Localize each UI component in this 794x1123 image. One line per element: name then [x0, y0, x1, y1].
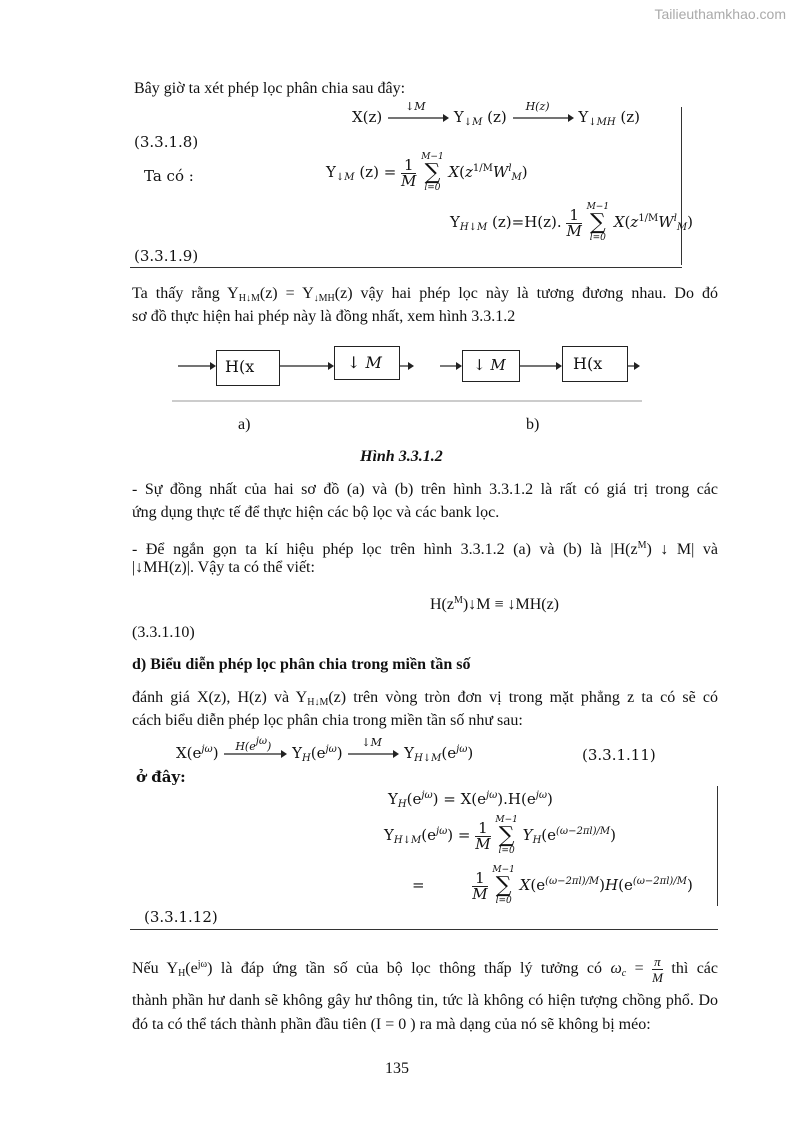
section-d-heading: d) Biểu diễn phép lọc phân chia trong miền tần số: [132, 656, 471, 673]
downsample-block-a: ↓ M: [334, 346, 400, 380]
identity-label: (3.3.1.10): [132, 624, 195, 641]
arrow-label-dm: ↓M: [405, 100, 426, 113]
figure-caption: Hình 3.3.1.2: [360, 448, 443, 465]
identity-formula: $H(z^M)↓M$ ≡ ↓MH(z): [430, 595, 560, 613]
last-paragraph-line1: Nếu $Y_H(e^{j\omega})$ là đáp ứng tần số của bộ lọc thông thấp lý tưởng có $\omega_c$ = $\frac{\pi}{M}$ thì các: [132, 954, 719, 985]
frequency-intro-line1: đánh giá X(z), H(z) và $Y_{H↓M}(z)$ trên vòng tròn đơn vị trong mặt phẳng z ta có sẽ có: [132, 689, 718, 708]
downsample-block-b: ↓ M: [462, 350, 520, 382]
equation-block-2-right-border: [717, 786, 718, 906]
intro-text: Bây giờ ta xét phép lọc phân chia sau đây:: [134, 80, 406, 97]
bullet-1-line2: ứng dụng thực tế để thực hiện các bộ lọc và các bank lọc.: [132, 504, 500, 521]
arrow-icon: [387, 110, 449, 124]
equation-label-3-3-1-8: (3.3.1.8): [134, 133, 199, 151]
last-paragraph-line2: thành phần hư danh sẽ không gây hư thông tin, tức là không có hiện tượng chồng phổ. Do: [132, 992, 718, 1009]
equation-block-bottom-border: [130, 267, 682, 268]
equation-block-1: [130, 100, 694, 268]
equation-y-h: $Y_H(e^{j\omega}) = X(e^{j\omega}).H(e^{j\omega})$: [388, 790, 553, 810]
o-day-label: ở đây:: [136, 768, 186, 786]
page-number: 135: [385, 1060, 409, 1077]
equation-label-3-3-1-11: (3.3.1.11): [582, 746, 656, 764]
frequency-intro-line2: cách biểu diễn phép lọc phân chia trong miền tần số như sau:: [132, 712, 523, 729]
equation-block-2: [130, 738, 718, 930]
arrow-icon: [223, 746, 287, 760]
equivalence-paragraph-line2: sơ đồ thực hiện hai phép này là đồng nhất, xem hình 3.3.1.2: [132, 308, 516, 325]
equation-y-h-down-m: $Y_{H↓M}$ (z)=H(z). $\frac{1}{M}$ M−1 ∑ l=0 $X(z^{1/M}W^l_M)$: [450, 202, 694, 243]
figure-3-3-1-2: [172, 340, 642, 402]
ta-co-label: Ta có :: [144, 167, 194, 185]
arrow-icon: [347, 746, 399, 760]
equation-y-h-down-m-freq: $Y_{H↓M}(e^{j\omega})$ = $\frac{1}{M}$ M−1 ∑ l=0 $Y_H(e^{(\omega-2\pi l)/M})$: [384, 815, 616, 856]
filter-block-b: H(x: [562, 346, 628, 382]
bullet-1-line1: - Sự đồng nhất của hai sơ đồ (a) và (b) trên hình 3.3.1.2 là rất có giá trị trong các: [132, 481, 718, 498]
arrow-label-h: H(ejω): [235, 736, 272, 753]
equivalence-paragraph-line1: Ta thấy rằng $Y_{H↓M}(z) = Y_{↓MH}(z)$ vậy hai phép lọc này là tương đương nhau. Do đó: [132, 285, 719, 304]
figure-label-a: a): [238, 416, 251, 433]
equation-label-3-3-1-12: (3.3.1.12): [144, 908, 218, 926]
arrow-label-dm: ↓M: [361, 736, 382, 749]
figure-label-b: b): [526, 416, 540, 433]
frequency-chain: $X(e^{j\omega})$ H(ejω) $Y_H(e^{j\omega})$ ↓M $Y_{H↓M}(e^{j\omega})$: [176, 736, 474, 764]
equation-y-down-m: $Y_{↓M}$ (z) = $\frac{1}{M}$ M−1 ∑ l=0 $X(z^{1/M}W^l_M)$: [326, 152, 528, 193]
arrow-label-h: H(z): [525, 100, 550, 113]
last-paragraph-line3: đó ta có thể tách thành phần đầu tiên (I = 0 ) ra mà dạng của nó sẽ không bị méo:: [132, 1016, 651, 1033]
bullet-2-line1: - Để ngắn gọn ta kí hiệu phép lọc trên hình 3.3.1.2 (a) và (b) là $|H(z^M)$ ↓ M| và: [132, 540, 718, 558]
watermark: Tailieuthamkhao.com: [654, 6, 786, 22]
filter-block-a: H(x: [216, 350, 280, 386]
arrow-icon: [512, 110, 574, 124]
equation-label-3-3-1-9: (3.3.1.9): [134, 247, 199, 265]
decimation-chain: X(z) ↓M $Y_{↓M}$ (z) H(z) $Y_{↓MH}$ (z): [352, 100, 640, 128]
equation-block-2-bottom-border: [130, 929, 718, 930]
bullet-2-line2: |↓MH(z)|. Vậy ta có thể viết:: [132, 559, 315, 576]
equation-expanded: = $\frac{1}{M}$ M−1 ∑ l=0 $X(e^{(\omega-2\pi l)/M})H(e^{(\omega-2\pi l)/M})$: [412, 865, 693, 906]
